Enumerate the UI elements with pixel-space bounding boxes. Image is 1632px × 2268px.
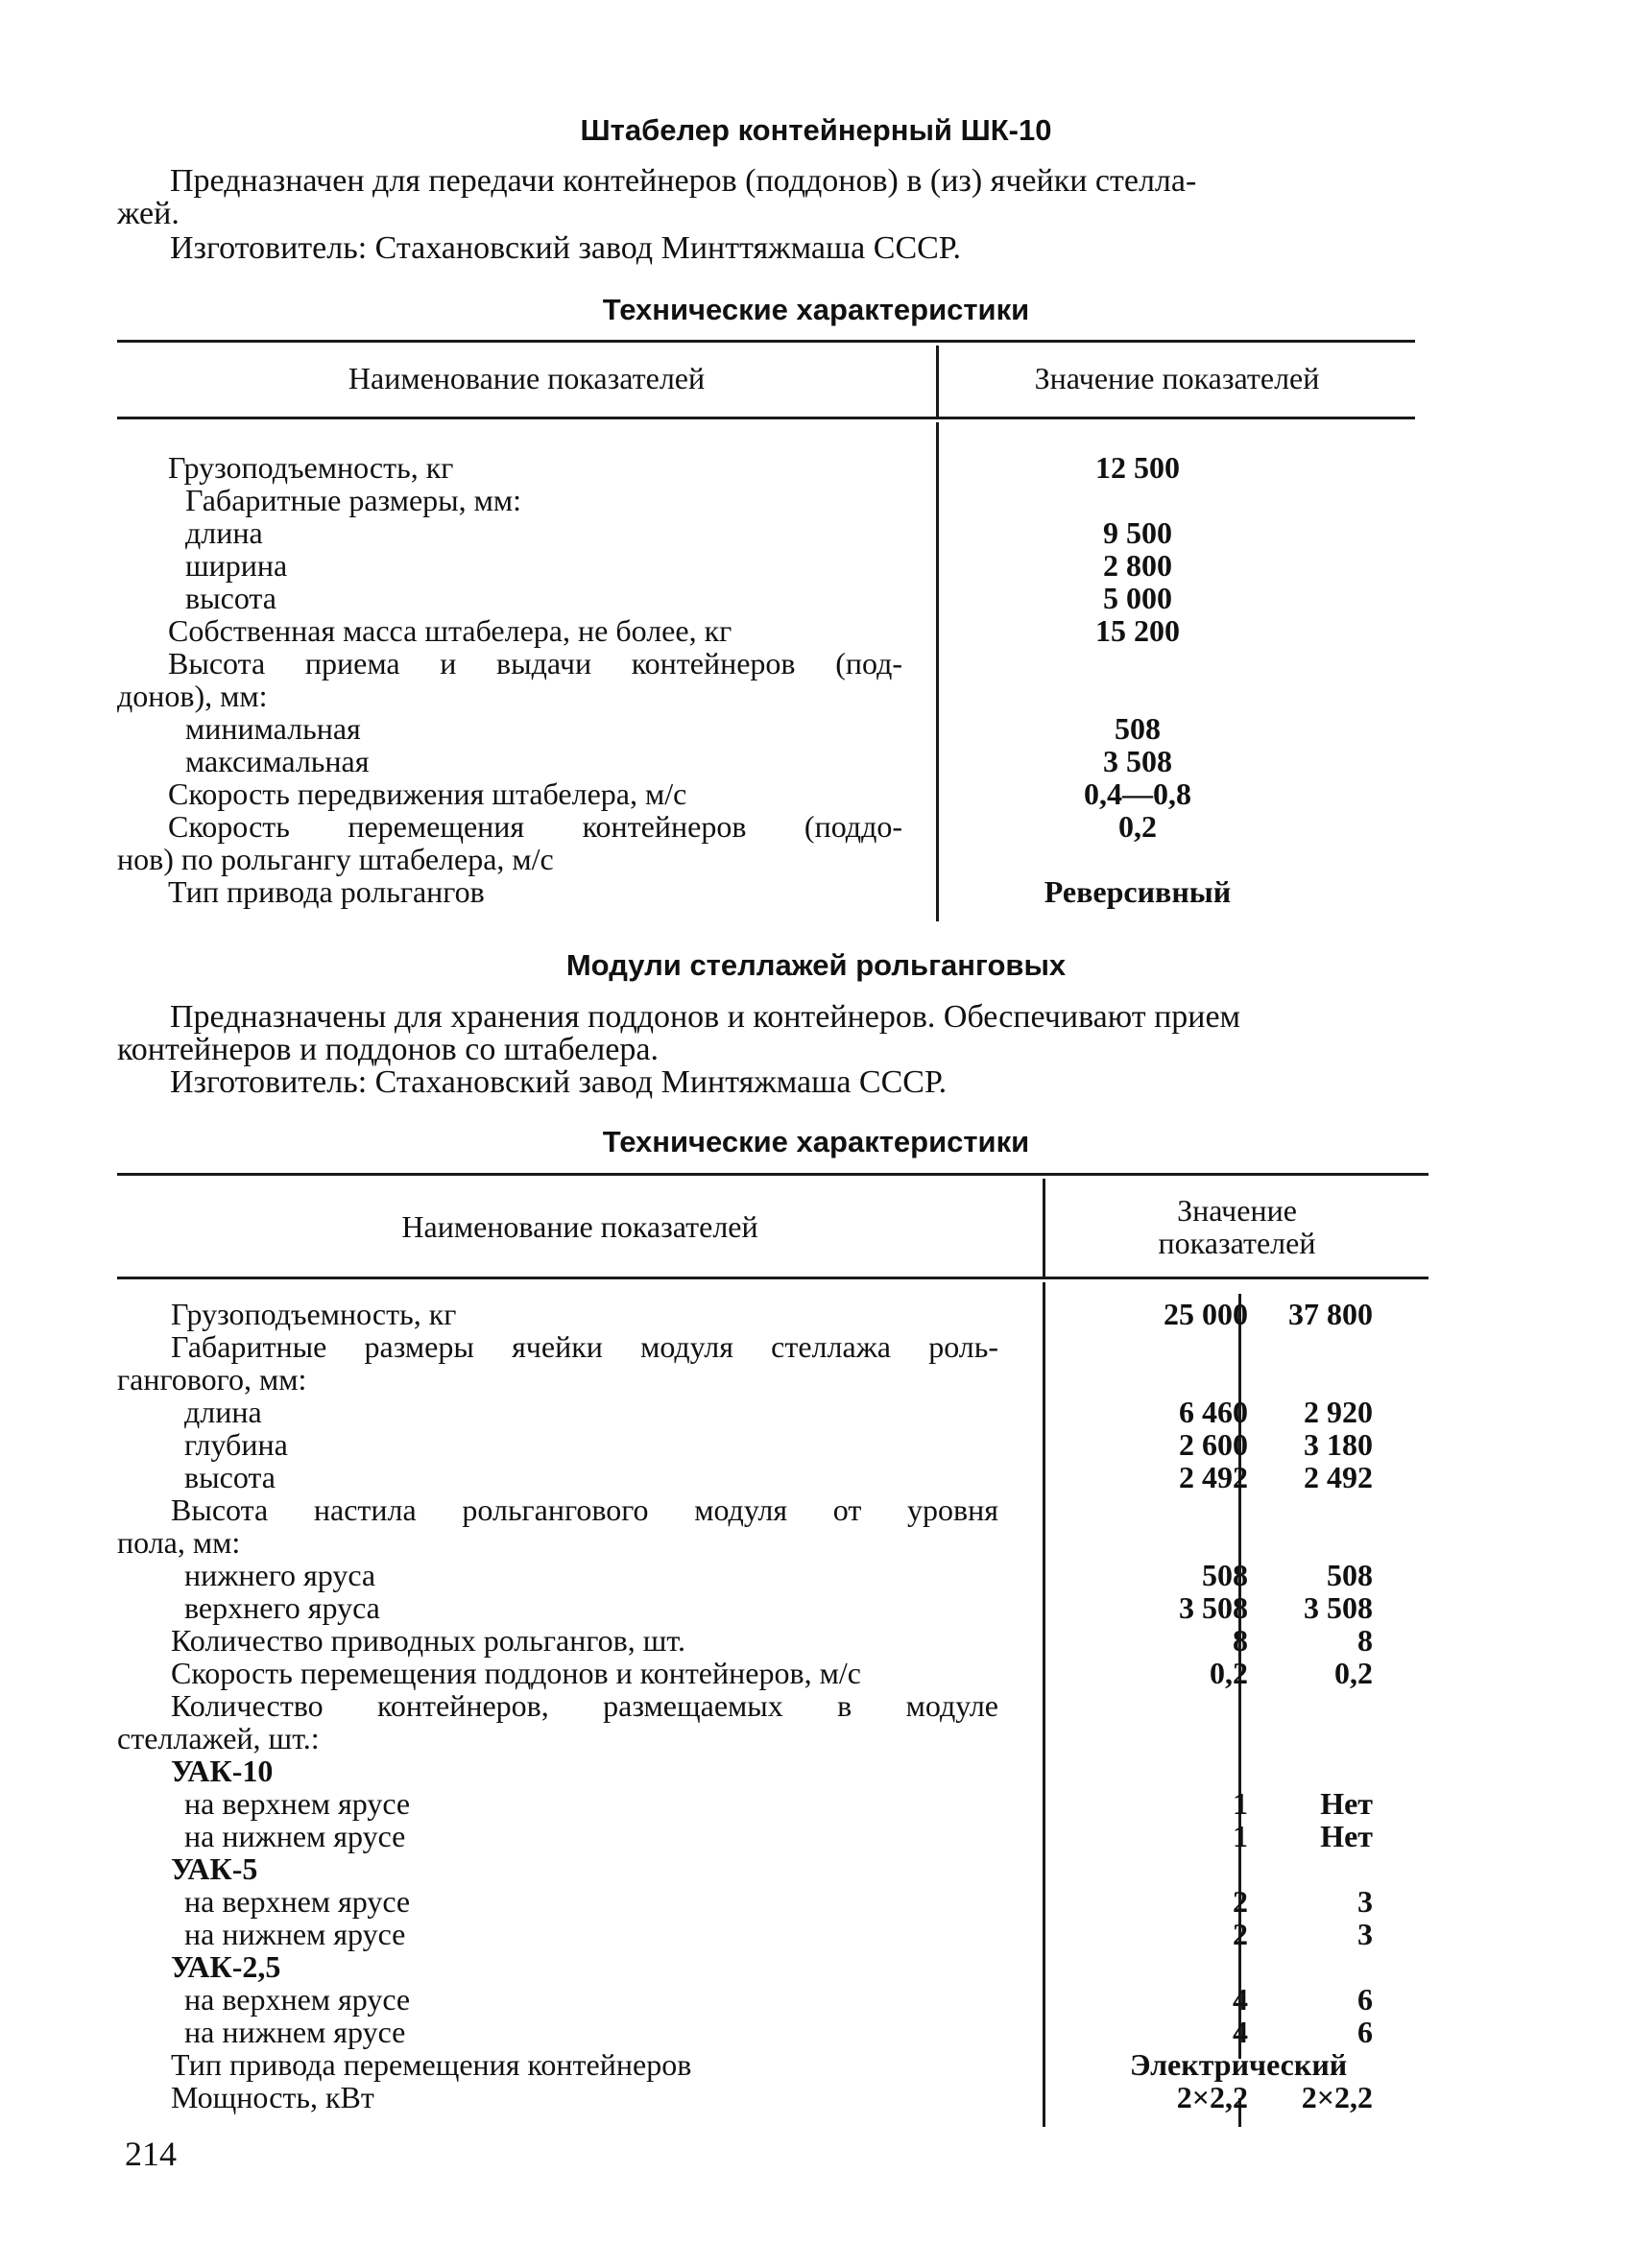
section1-desc-line1: Предназначен для передачи контейнеров (поддонов) в (из) ячейки стелла- (170, 163, 1197, 199)
table2-row-label: Скорость перемещения поддонов и контейнеров, м/с (171, 1656, 861, 1690)
table1-row-label: высота (185, 581, 276, 615)
table1-row-label: нов) по рольгангу штабелера, м/с (117, 842, 554, 876)
table1-row-label: Габаритные размеры, мм: (185, 483, 522, 517)
table1-row-value: 508 (1115, 711, 1161, 746)
table2-row-label: на верхнем ярусе (184, 1884, 411, 1919)
table1-row-value: 15 200 (1095, 613, 1180, 648)
table2-row-value1: 4 (1233, 1982, 1248, 2017)
table2-row-value2: 3 180 (1304, 1427, 1373, 1462)
table2-row-value2: 2 920 (1304, 1395, 1373, 1429)
section1-description (117, 165, 1432, 230)
table1-row-label: Тип привода рольгангов (168, 874, 485, 909)
table2-row-label: высота (184, 1460, 276, 1494)
table2-row-value2: 508 (1327, 1558, 1373, 1592)
table2-row-label: на нижнем ярусе (184, 2015, 406, 2049)
section1-table-title: Технические характеристики (602, 293, 1030, 326)
table2-row-value1: 25 000 (1164, 1297, 1248, 1331)
table1-row-label: минимальная (185, 711, 361, 746)
table2-row-value1: 8 (1233, 1623, 1248, 1658)
table1-row-value: 3 508 (1103, 744, 1172, 778)
table2-col-value-line2: показателей (1158, 1226, 1316, 1260)
table2-row-label: Количество приводных рольгангов, шт. (171, 1623, 685, 1658)
table2-row-value1: 6 460 (1179, 1395, 1248, 1429)
table2-row-value1: 3 508 (1179, 1590, 1248, 1625)
table2-row-label: Количество контейнеров, размещаемых в модуле (171, 1688, 998, 1723)
table2-header-rule (117, 1277, 1428, 1279)
table2-row-label: Мощность, кВт (171, 2080, 374, 2114)
table2-row-label: на верхнем ярусе (184, 1786, 411, 1821)
table2-row-label: на нижнем ярусе (184, 1917, 406, 1951)
table2-row-label: Габаритные размеры ячейки модуля стеллажа роль- (171, 1329, 998, 1364)
table1-row-label: донов), мм: (117, 679, 268, 713)
table2-row-value1: 2 600 (1179, 1427, 1248, 1462)
section2-desc-line1: Предназначены для хранения поддонов и контейнеров. Обеспечивают прием (170, 999, 1241, 1035)
table2-body-divider (1043, 1282, 1045, 2127)
table2-row-label: пола, мм: (117, 1525, 241, 1560)
table2-row-value1: 0,2 (1210, 1656, 1248, 1690)
table2-row-label: УАК-5 (171, 1851, 258, 1886)
table2-row-label: УАК-10 (171, 1754, 274, 1788)
section2-description (117, 1001, 1432, 1066)
table2-row-label: УАК-2,5 (171, 1949, 281, 1984)
table1-row-value: 0,4—0,8 (1084, 776, 1191, 811)
table2-row-value2: 6 (1357, 2015, 1373, 2049)
table2-row-value1: 2 (1233, 1917, 1248, 1951)
table2-row-label: длина (184, 1395, 262, 1429)
table1-row-value: Реверсивный (1044, 874, 1232, 909)
table2-top-rule (117, 1173, 1428, 1176)
table2-row-label: нижнего яруса (184, 1558, 376, 1592)
table2-row-label: верхнего яруса (184, 1590, 380, 1625)
table2-row-value2: 0,2 (1334, 1656, 1373, 1690)
table2-row-label: гангового, мм: (117, 1362, 307, 1397)
section1-desc-line2: жей. (117, 196, 180, 231)
section2-manufacturer (117, 1066, 1432, 1099)
section1-title: Штабелер контейнерный ШК-10 (580, 113, 1052, 147)
section1-manufacturer-text: Изготовитель: Стахановский завод Минттяжмаша СССР. (170, 230, 961, 266)
table1-row-value: 5 000 (1103, 581, 1172, 615)
table2-row-value1: 2 (1233, 1884, 1248, 1919)
table2-row-label: Высота настила рольгангового модуля от уровня (171, 1492, 998, 1527)
table2-row-label: глубина (184, 1427, 288, 1462)
table2-row-value2: Нет (1320, 1819, 1373, 1853)
page-number: 214 (125, 2135, 177, 2173)
table1-header-rule (117, 417, 1415, 419)
table2-row-label: Грузоподъемность, кг (171, 1297, 457, 1331)
table2-row-value1: 1 (1233, 1819, 1248, 1853)
table2-col-value-line1: Значение (1177, 1193, 1297, 1228)
table2-row-value1: 4 (1233, 2015, 1248, 2049)
table1-row-value: 9 500 (1103, 515, 1172, 550)
table2-row-value2: 3 508 (1304, 1590, 1373, 1625)
table2-row-value2: 3 (1357, 1917, 1373, 1951)
table1-row-value: 0,2 (1118, 809, 1157, 844)
table2-row-value2: 6 (1357, 1982, 1373, 2017)
table1-row-label: ширина (185, 548, 288, 583)
section2-manufacturer-text: Изготовитель: Стахановский завод Минтяжмаша СССР. (170, 1064, 948, 1100)
table2-row-value2: 2×2,2 (1301, 2080, 1373, 2114)
table2-row-label: стеллажей, шт.: (117, 1721, 320, 1755)
table2-row-value2: 2 492 (1304, 1460, 1373, 1494)
section2-title: Модули стеллажей рольганговых (565, 948, 1067, 982)
table1-row-label: Высота приема и выдачи контейнеров (под- (168, 646, 902, 680)
table2-row-value2: Нет (1320, 1786, 1373, 1821)
table1-row-label: длина (185, 515, 263, 550)
table1-top-rule (117, 340, 1415, 343)
table2-col-name: Наименование показателей (401, 1209, 758, 1244)
table1-row-value: 12 500 (1095, 450, 1180, 485)
table2-row-label: на нижнем ярусе (184, 1819, 406, 1853)
section2-desc-line2: контейнеров и поддонов со штабелера. (117, 1032, 659, 1067)
section1-manufacturer (117, 232, 1432, 265)
table1-col-name: Наименование показателей (348, 361, 706, 395)
section2-table-title: Технические характеристики (602, 1125, 1030, 1158)
table2-row-value1: 2 492 (1179, 1460, 1248, 1494)
table2-row-value-span: Электрический (1129, 2047, 1348, 2082)
table1-row-label: Грузоподъемность, кг (168, 450, 454, 485)
table1-row-label: Собственная масса штабелера, не более, кг (168, 613, 732, 648)
table1-body-divider (936, 422, 939, 921)
table2-row-value1: 1 (1233, 1786, 1248, 1821)
table2-row-label: Тип привода перемещения контейнеров (171, 2047, 692, 2082)
table1-col-value: Значение показателей (1034, 361, 1320, 395)
table2-row-value2: 3 (1357, 1884, 1373, 1919)
table2-row-value2: 8 (1357, 1623, 1373, 1658)
table1-row-label: Скорость передвижения штабелера, м/с (168, 776, 687, 811)
table2-row-value1: 508 (1202, 1558, 1248, 1592)
table1-row-value: 2 800 (1103, 548, 1172, 583)
table2-row-value1: 2×2,2 (1176, 2080, 1248, 2114)
table2-row-label: на верхнем ярусе (184, 1982, 411, 2017)
table2-row-value2: 37 800 (1288, 1297, 1373, 1331)
table1-row-label: максимальная (185, 744, 370, 778)
table1-row-label: Скорость перемещения контейнеров (поддо- (168, 809, 902, 844)
